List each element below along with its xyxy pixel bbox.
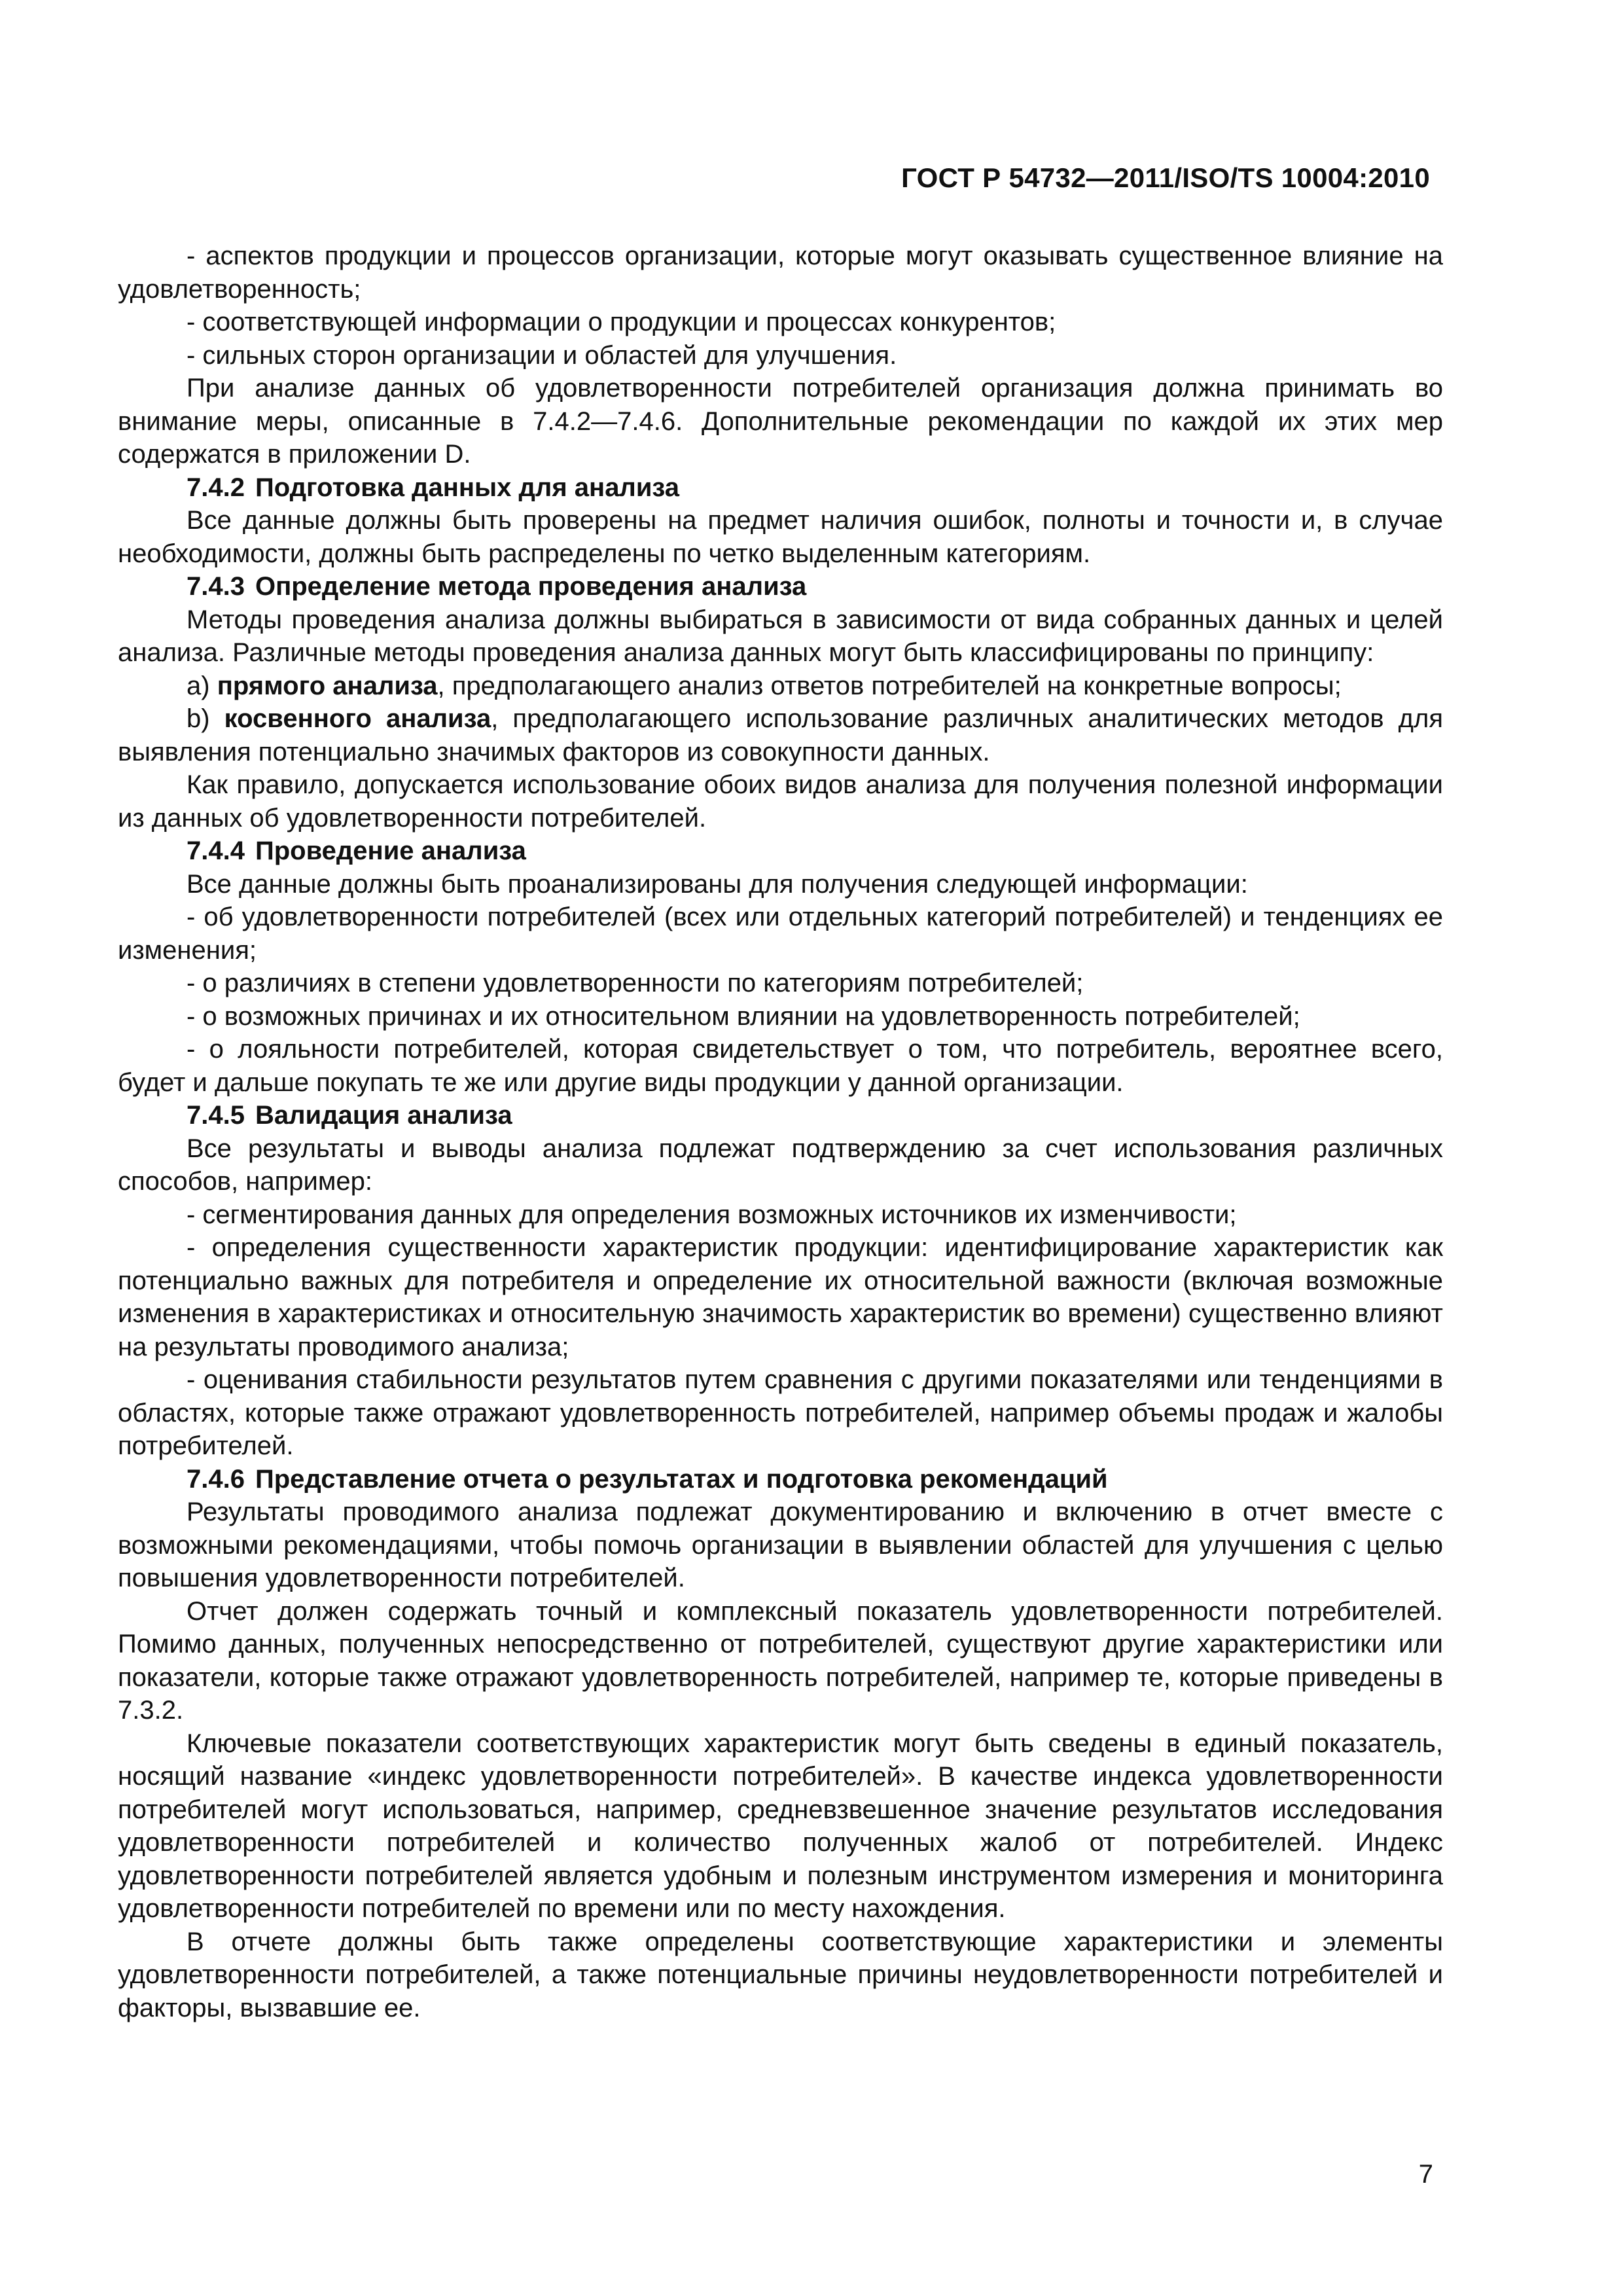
list-item: - о лояльности потребителей, которая свидетельствует о том, что потребитель, вероятнее всего, будет и дальше покупать те же или другие виды продукции у данной организации.: [118, 1035, 1443, 1097]
section-heading-7-4-6: [118, 1463, 1443, 1496]
bold-term: косвенного анализа: [224, 704, 491, 733]
section-number: 7.4.4: [187, 836, 245, 865]
paragraph: Как правило, допускается использование обоих видов анализа для получения полезной информации из данных об удовлетворенности потребителей.: [118, 770, 1443, 833]
section-heading-7-4-3: [118, 570, 1443, 603]
section-number: 7.4.2: [187, 473, 245, 502]
list-item: - об удовлетворенности потребителей (всех или отдельных категорий потребителей) и тенденциях ее изменения;: [118, 903, 1443, 965]
section-number: 7.4.3: [187, 572, 245, 601]
list-text: , предполагающего анализ ответов потребителей на конкретные вопросы;: [437, 671, 1342, 700]
list-label: а): [187, 671, 210, 700]
intro-paragraph: - аспектов продукции и процессов организации, которые могут оказывать существенное влияние на удовлетворенность;: [118, 242, 1443, 304]
paragraph: Результаты проводимого анализа подлежат документированию и включению в отчет вместе с возможными рекомендациями, чтобы помочь организации в выявлении областей для улучшения с целью повышения удовлетворенности потребителей.: [118, 1498, 1443, 1592]
list-item-b: [118, 702, 1443, 768]
section-heading-7-4-4: [118, 834, 1443, 868]
paragraph: Методы проведения анализа должны выбираться в зависимости от вида собранных данных и целей анализа. Различные методы проведения анализа данных могут быть классифицированы по принципу:: [118, 605, 1443, 667]
intro-paragraph: При анализе данных об удовлетворенности потребителей организация должна принимать во внимание меры, описанные в 7.4.2—7.4.6. Дополнительные рекомендации по каждой их этих мер содержатся в приложении D.: [118, 374, 1443, 469]
document-body: [118, 240, 1443, 2024]
section-number: 7.4.6: [187, 1464, 245, 1494]
section-number: 7.4.5: [187, 1101, 245, 1130]
section-title: Валидация анализа: [255, 1101, 512, 1130]
list-item: - сегментирования данных для определения возможных источников их изменчивости;: [187, 1200, 1237, 1229]
paragraph: Все результаты и выводы анализа подлежат подтверждению за счет использования различных способов, например:: [118, 1134, 1443, 1196]
section-title: Определение метода проведения анализа: [255, 572, 807, 601]
document-header: ГОСТ Р 54732—2011/ISO/TS 10004:2010: [901, 162, 1430, 193]
paragraph: Отчет должен содержать точный и комплексный показатель удовлетворенности потребителей. Помимо данных, полученных непосредственно от потребителей, существуют другие характеристики или показатели, которые также отражают удовлетворенность потребителей, например те, которые приведены в 7.3.2.: [118, 1596, 1443, 1725]
section-heading-7-4-5: [118, 1099, 1443, 1132]
bold-term: прямого анализа: [217, 671, 438, 700]
list-item: - оценивания стабильности результатов путем сравнения с другими показателями или тенденциями в областях, которые также отражают удовлетворенность потребителей, например объемы продаж и жалобы потребителей.: [118, 1365, 1443, 1460]
intro-paragraph: - сильных сторон организации и областей для улучшения.: [187, 340, 897, 370]
list-text: , предполагающего использование различных аналитических методов для выявления потенциально значимых факторов из совокупности данных.: [118, 704, 1443, 766]
intro-paragraph: - соответствующей информации о продукции и процессах конкурентов;: [187, 308, 1056, 336]
list-item: - о различиях в степени удовлетворенности по категориям потребителей;: [187, 969, 1084, 997]
section-heading-7-4-2: [118, 471, 1443, 505]
section-title: Проведение анализа: [255, 836, 526, 865]
section-title: Представление отчета о результатах и подготовка рекомендаций: [255, 1464, 1108, 1494]
list-item-a: [118, 670, 1443, 703]
list-item: - определения существенности характеристик продукции: идентифицирование характеристик как потенциально важных для потребителя и определение их относительной важности (включая возможные изменения в характеристиках и относительную значимость характеристик во времени) существенно влияют на результаты проводимого анализа;: [118, 1233, 1443, 1361]
section-title: Подготовка данных для анализа: [255, 473, 680, 502]
paragraph: Все данные должны быть проанализированы для получения следующей информации:: [187, 869, 1248, 899]
page-number: 7: [1418, 2160, 1433, 2189]
list-item: - о возможных причинах и их относительном влиянии на удовлетворенность потребителей;: [187, 1001, 1300, 1031]
paragraph: Все данные должны быть проверены на предмет наличия ошибок, полноты и точности и, в случае необходимости, должны быть распределены по четко выделенным категориям.: [118, 506, 1443, 568]
list-label: b): [187, 704, 210, 733]
paragraph: В отчете должны быть также определены соответствующие характеристики и элементы удовлетворенности потребителей, а также потенциальные причины неудовлетворенности потребителей и факторы, вызвавшие ее.: [118, 1927, 1443, 2022]
paragraph: Ключевые показатели соответствующих характеристик могут быть сведены в единый показатель, носящий название «индекс удовлетворенности потребителей». В качестве индекса удовлетворенности потребителей могут использоваться, например, средневзвешенное значение результатов исследования удовлетворенности потребителей и количество полученных жалоб от потребителей. Индекс удовлетворенности потребителей является удобным и полезным инструментом измерения и мониторинга удовлетворенности потребителей по времени или по месту нахождения.: [118, 1729, 1443, 1923]
